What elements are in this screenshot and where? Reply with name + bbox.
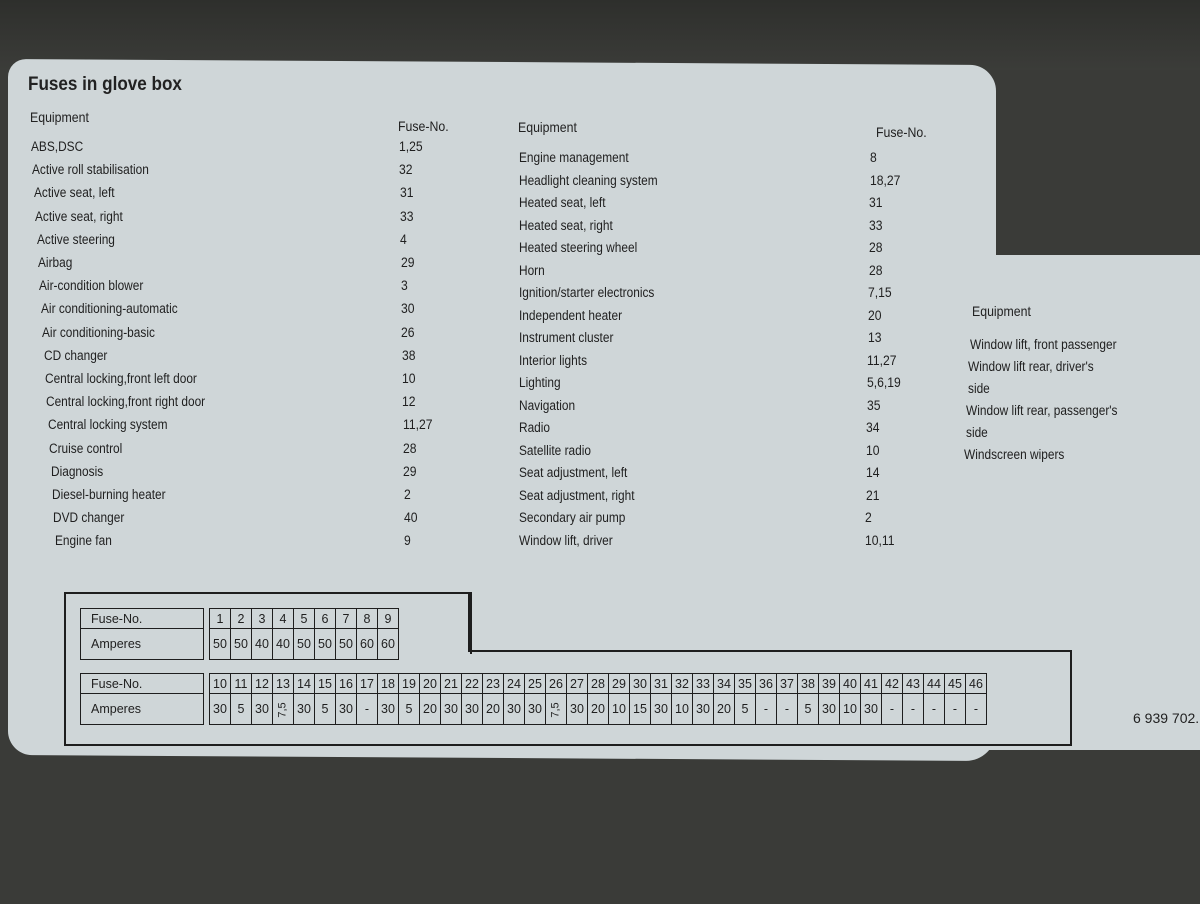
equipment-name: Window lift rear, passenger's [966, 403, 1118, 418]
fuse-number-cell: 20 [420, 674, 441, 694]
fuse-number-cell: 22 [462, 674, 483, 694]
amperes-value: 7,5 [276, 702, 289, 718]
fuse-number-cell: 19 [399, 674, 420, 694]
outline-left [64, 592, 66, 742]
table-row [81, 694, 987, 725]
amperes-cell: 20 [483, 694, 504, 725]
col2-fuse-header: Fuse-No. [876, 124, 927, 140]
fuse-table-1 [80, 608, 399, 660]
fuse-number: 13 [867, 330, 882, 345]
equipment-name: Active seat, left [33, 185, 115, 201]
fuse-number: 32 [399, 162, 413, 178]
fuse-number: 7,15 [868, 285, 892, 300]
card-title: Fuses in glove box [28, 74, 182, 95]
fuse-number: 40 [403, 510, 418, 526]
amperes-cell: 40 [252, 629, 273, 660]
fuse-number: 34 [866, 420, 880, 435]
fuse-number-cell: 18 [378, 674, 399, 694]
equipment-name: Central locking system [47, 417, 168, 433]
amperes-cell: 30 [819, 694, 840, 725]
amperes-cell: 5 [399, 694, 420, 725]
amperes-cell: 5 [315, 694, 336, 725]
table2-top-line [468, 650, 1068, 652]
fuse-number: 9 [404, 533, 411, 549]
fuse-number-cell: 7 [336, 609, 357, 629]
fuse-number-cell: 28 [588, 674, 609, 694]
outline-notch [468, 592, 470, 652]
fuse-number-cell: 21 [441, 674, 462, 694]
fuse-number: 33 [399, 208, 414, 224]
col1-equipment-header: Equipment [30, 109, 89, 125]
equipment-name: Seat adjustment, right [519, 487, 635, 503]
equipment-name: DVD changer [53, 510, 125, 526]
amperes-cell: 50 [336, 629, 357, 660]
amperes-cell: - [777, 694, 798, 725]
amperes-cell: 30 [504, 694, 525, 725]
equipment-name: Air conditioning-basic [42, 324, 156, 340]
fuse-number: 28 [868, 240, 883, 255]
fuse-number-cell: 32 [672, 674, 693, 694]
col2-equipment-header: Equipment [518, 119, 577, 135]
fuse-number: 31 [869, 195, 883, 210]
amperes-cell [273, 694, 294, 725]
fuse-number-cell: 29 [609, 674, 630, 694]
table-row [81, 609, 399, 629]
amperes-cell: 50 [231, 629, 252, 660]
equipment-name: Diagnosis [50, 463, 103, 479]
equipment-name: Ignition/starter electronics [519, 285, 655, 300]
amperes-cell: 15 [630, 694, 651, 725]
fuse-number: 26 [401, 324, 415, 340]
fuse-number-cell: 1 [210, 609, 231, 629]
amperes-cell: 5 [735, 694, 756, 725]
amperes-cell: - [756, 694, 777, 725]
fuse-number-cell: 37 [777, 674, 798, 694]
fuse-number-cell: 24 [504, 674, 525, 694]
equipment-name: Airbag [38, 255, 73, 270]
amperes-cell: - [924, 694, 945, 725]
equipment-name: Horn [519, 262, 545, 278]
equipment-name: Lighting [519, 375, 561, 390]
amperes-cell: 30 [294, 694, 315, 725]
equipment-name: Central locking,front right door [46, 394, 206, 410]
col1-fuse-header: Fuse-No. [398, 118, 449, 134]
equipment-name: Secondary air pump [519, 510, 626, 525]
fuse-number-cell: 23 [483, 674, 504, 694]
fuse-number: 1,25 [399, 139, 423, 154]
fuse-number-cell: 11 [231, 674, 252, 694]
amperes-label: Amperes [81, 694, 204, 725]
fuse-number-cell: 13 [273, 674, 294, 694]
equipment-name: Heated seat, left [519, 195, 606, 210]
equipment-name: Seat adjustment, left [519, 465, 628, 480]
fuse-number-cell: 43 [903, 674, 924, 694]
fuse-number: 10,11 [864, 532, 895, 548]
fuse-number-cell: 44 [924, 674, 945, 694]
fuse-number-cell: 30 [630, 674, 651, 694]
amperes-cell: 30 [693, 694, 714, 725]
fuse-number-cell: 39 [819, 674, 840, 694]
equipment-name: Heated seat, right [519, 217, 613, 233]
fuse-number: 38 [401, 347, 416, 363]
amperes-cell: 60 [357, 629, 378, 660]
equipment-name: Window lift, driver [519, 532, 613, 548]
equipment-name: ABS,DSC [31, 139, 84, 154]
fuse-no-label: Fuse-No. [81, 674, 204, 694]
amperes-cell: 40 [273, 629, 294, 660]
equipment-name: Active seat, right [35, 208, 124, 224]
equipment-name: Satellite radio [519, 442, 591, 458]
fuse-number-cell: 3 [252, 609, 273, 629]
equipment-name: Central locking,front left door [45, 371, 197, 386]
fuse-number-cell: 25 [525, 674, 546, 694]
amperes-label: Amperes [81, 629, 204, 660]
fuse-number: 14 [865, 465, 880, 480]
fuse-number-cell: 14 [294, 674, 315, 694]
fuse-number-cell: 42 [882, 674, 903, 694]
fuse-number: 12 [402, 394, 416, 410]
amperes-cell [546, 694, 567, 725]
amperes-cell: 50 [315, 629, 336, 660]
fuse-number: 18,27 [869, 172, 901, 188]
fuse-number-cell: 4 [273, 609, 294, 629]
amperes-cell: 10 [840, 694, 861, 725]
fuse-number: 29 [403, 463, 417, 479]
amperes-cell: 50 [210, 629, 231, 660]
amperes-cell: 30 [252, 694, 273, 725]
amperes-cell: 60 [378, 629, 399, 660]
fuse-number-cell: 8 [357, 609, 378, 629]
fuse-number: 4 [400, 231, 407, 247]
fuse-number: 35 [866, 397, 881, 413]
fuse-number: 3 [400, 278, 408, 294]
fuse-number-cell: 6 [315, 609, 336, 629]
amperes-cell: 20 [420, 694, 441, 725]
table-row [81, 674, 987, 694]
amperes-cell: 30 [210, 694, 231, 725]
fuse-number-cell: 15 [315, 674, 336, 694]
amperes-cell: - [903, 694, 924, 725]
fuse-number: 5,6,19 [867, 375, 901, 390]
amperes-cell: 30 [525, 694, 546, 725]
amperes-cell: - [357, 694, 378, 725]
fuse-number: 21 [865, 487, 880, 503]
fuse-table-2 [80, 673, 987, 725]
equipment-name: Instrument cluster [519, 330, 614, 345]
table-row [81, 629, 399, 660]
fuse-number-cell: 36 [756, 674, 777, 694]
amperes-cell: 30 [378, 694, 399, 725]
amperes-cell: 30 [336, 694, 357, 725]
part-number: 6 939 702. [1133, 710, 1200, 726]
fuse-number-cell: 9 [378, 609, 399, 629]
fuse-number-cell: 26 [546, 674, 567, 694]
fuse-number: 20 [867, 307, 882, 323]
equipment-name: Heated steering wheel [519, 240, 638, 255]
equipment-name: Window lift, front passenger [970, 337, 1117, 352]
equipment-name: side [966, 425, 988, 440]
fuse-number-cell: 27 [567, 674, 588, 694]
amperes-cell: 5 [231, 694, 252, 725]
amperes-cell: 20 [588, 694, 609, 725]
amperes-cell: - [945, 694, 966, 725]
equipment-name: Active roll stabilisation [32, 162, 150, 178]
amperes-cell: 50 [294, 629, 315, 660]
equipment-name: Air-condition blower [39, 278, 144, 294]
col3-equipment-header: Equipment [972, 303, 1031, 319]
amperes-cell: 30 [462, 694, 483, 725]
equipment-name: Engine fan [54, 533, 112, 549]
fuse-number: 28 [402, 440, 417, 456]
amperes-cell: - [882, 694, 903, 725]
fuse-number-cell: 16 [336, 674, 357, 694]
fuse-number-cell: 10 [210, 674, 231, 694]
equipment-name: Independent heater [519, 307, 623, 323]
outline-top [64, 592, 470, 594]
equipment-name: Cruise control [49, 440, 123, 456]
fuse-number: 11,27 [867, 352, 897, 368]
equipment-name: Headlight cleaning system [519, 172, 658, 188]
equipment-name: Air conditioning-automatic [40, 301, 178, 317]
amperes-cell: 20 [714, 694, 735, 725]
fuse-number: 33 [869, 217, 883, 233]
amperes-cell: 30 [441, 694, 462, 725]
fuse-number-cell: 38 [798, 674, 819, 694]
fuse-number-cell: 45 [945, 674, 966, 694]
fuse-number: 31 [399, 185, 414, 201]
equipment-name: Windscreen wipers [964, 447, 1065, 462]
amperes-cell: 30 [861, 694, 882, 725]
fuse-number-cell: 40 [840, 674, 861, 694]
fuse-number-cell: 46 [966, 674, 987, 694]
fuse-number-cell: 35 [735, 674, 756, 694]
fuse-number-cell: 2 [231, 609, 252, 629]
fuse-number-cell: 41 [861, 674, 882, 694]
fuse-number: 30 [401, 301, 415, 317]
fuse-number-cell: 31 [651, 674, 672, 694]
fuse-number-cell: 17 [357, 674, 378, 694]
amperes-cell: 5 [798, 694, 819, 725]
equipment-name: side [968, 381, 990, 396]
fuse-number: 28 [868, 262, 883, 278]
fuse-number: 10 [402, 371, 416, 386]
amperes-cell: 10 [672, 694, 693, 725]
fuse-number-cell: 12 [252, 674, 273, 694]
equipment-name: Diesel-burning heater [52, 487, 166, 502]
fuse-number: 2 [403, 487, 411, 502]
amperes-cell: - [966, 694, 987, 725]
fuse-number: 2 [865, 510, 872, 525]
fuse-number-cell: 33 [693, 674, 714, 694]
fuse-number-cell: 5 [294, 609, 315, 629]
equipment-name: Interior lights [519, 352, 588, 368]
equipment-name: CD changer [43, 347, 107, 363]
fuse-number: 8 [870, 150, 877, 165]
amperes-cell: 10 [609, 694, 630, 725]
amperes-cell: 30 [567, 694, 588, 725]
equipment-name: Engine management [519, 150, 629, 165]
amperes-value: 7,5 [549, 702, 562, 718]
fuse-no-label: Fuse-No. [81, 609, 204, 629]
fuse-number-cell: 34 [714, 674, 735, 694]
fuse-number: 29 [400, 255, 415, 270]
equipment-name: Radio [519, 420, 551, 435]
fuse-number: 11,27 [402, 417, 433, 433]
fuse-number: 10 [866, 442, 880, 458]
equipment-name: Window lift rear, driver's [968, 359, 1094, 374]
amperes-cell: 30 [651, 694, 672, 725]
equipment-name: Navigation [519, 397, 576, 413]
equipment-name: Active steering [36, 231, 115, 247]
